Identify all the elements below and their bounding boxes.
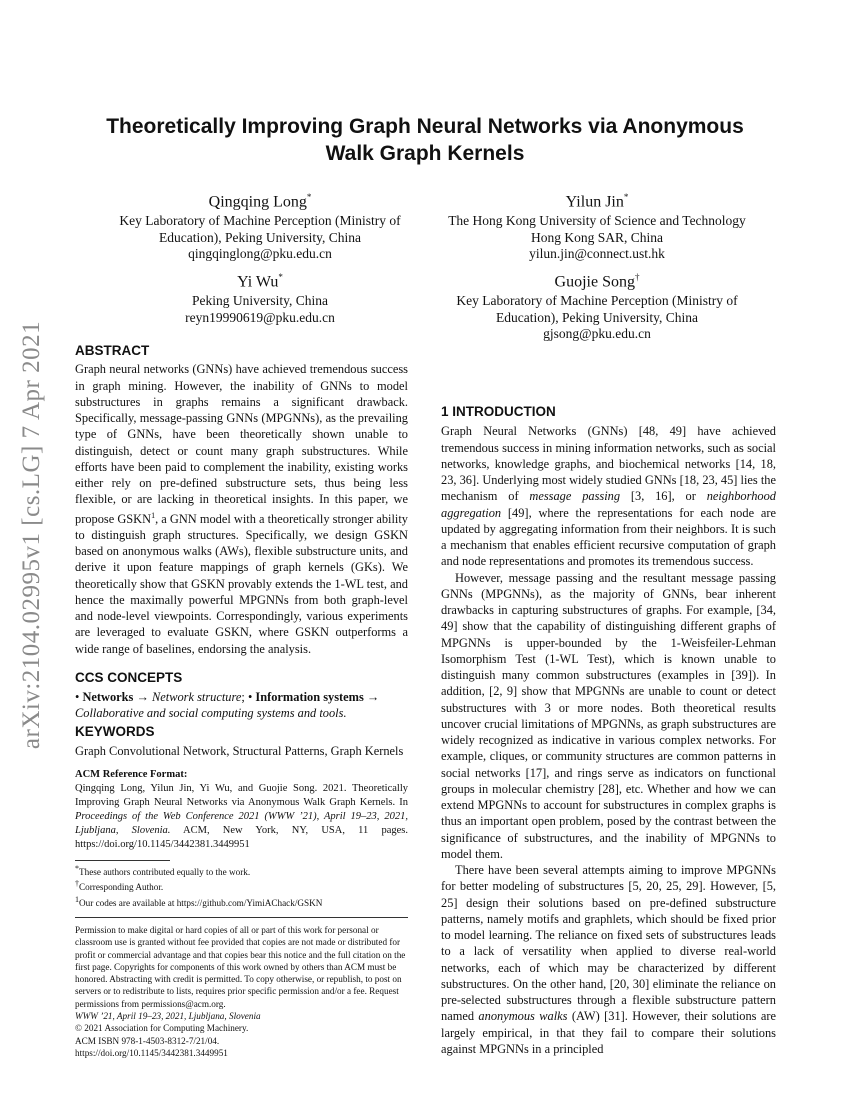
- permission-rule: [75, 917, 408, 918]
- author-block-4: [432, 266, 762, 343]
- author-email: gjsong@pku.edu.cn: [543, 326, 651, 342]
- permission-doi: https://doi.org/10.1145/3442381.3449951: [75, 1047, 228, 1058]
- author-name: Yi Wu*: [237, 272, 283, 291]
- keywords-heading: KEYWORDS: [75, 723, 155, 739]
- arxiv-identifier-text: arXiv:2104.02995v1 [cs.LG] 7 Apr 2021: [18, 320, 45, 750]
- author-email: reyn19990619@pku.edu.cn: [185, 309, 335, 325]
- acm-reference: ACM Reference Format: Qingqing Long, Yilun Jin, Yi Wu, and Guojie Song. 2021. Theoretically Improving Graph Neural Networks via Anonymous Walk Graph Kernels. In Proceedings of the Web Conference 2021 (WWW ’21), April 19–23, 2021, Ljubljana, Slovenia. ACM, New York, NY, USA, 11 pages. https://doi.org/10.1145/3442381.3449951: [75, 769, 408, 851]
- paper-title: Theoretically Improving Graph Neural Networks via Anonymous Walk Graph Kernels: [106, 115, 744, 165]
- acm-reference-continuation-space: [441, 348, 776, 404]
- author-affiliation: The Hong Kong University of Science and Technology: [448, 213, 746, 229]
- abstract-heading: ABSTRACT: [75, 343, 150, 358]
- permission-isbn: ACM ISBN 978-1-4503-8312-7/21/04.: [75, 1035, 220, 1046]
- footnotes: [75, 863, 408, 909]
- intro-paragraph-3: There have been several attempts aiming to improve MPGNNs for better modeling of substructures [5, 20, 25, 29]. However, [5, 25] design their solutions based on pre-defined substructure patterns, namely motifs and graphlets, which should be fixed prior to model learning. The reliance on fixed sets of substructures leads to a lack of versatility when applied to diverse real-world networks, each of which may be characterized by different substructures. On the other hand, [20, 30] eliminate the reliance on pre-selected substructures through a flexible substructure pattern named anonymous walks (AW) [31]. However, their solutions are largely empirical, in that they fail to compare their solutions against MPGNNs in a principled: [441, 863, 776, 1056]
- footnote: *These authors contributed equally to the work.: [75, 864, 251, 878]
- author-affiliation: Key Laboratory of Machine Perception (Ministry of: [119, 213, 401, 229]
- footnote: †Corresponding Author.: [75, 879, 164, 893]
- author-name: Qingqing Long*: [208, 192, 312, 211]
- ccs-heading: CCS CONCEPTS: [75, 669, 183, 685]
- right-column: [441, 348, 776, 1057]
- author-email: qingqinglong@pku.edu.cn: [188, 246, 332, 262]
- permission-text: Permission to make digital or hard copies of all or part of this work for personal or classroom use is granted without fee provided that copies are not made or distributed for profit or commercial advantage and that copies bear this notice and the full citation on the first page. Copyrights for components of this work owned by others than ACM must be honored. Abstracting with credit is permitted. To copy otherwise, or republish, to post on servers or to redistribute to lists, requires prior specific permission and/or a fee. Request permissions from permissions@acm.org.: [75, 924, 406, 1009]
- arxiv-identifier: [2, 305, 62, 765]
- author-affiliation: Education), Peking University, China: [496, 309, 698, 325]
- acm-reference-heading: ACM Reference Format:: [75, 769, 188, 781]
- author-affiliation: Education), Peking University, China: [159, 229, 361, 245]
- footnote: $^1$Our codes are available at https://github.com/YimiAChack/GSKN: [75, 894, 323, 908]
- author-block-2: [432, 186, 762, 263]
- left-column: [75, 343, 408, 1059]
- introduction-heading: 1 INTRODUCTION: [441, 404, 556, 419]
- keywords-text: Graph Convolutional Network, Structural Patterns, Graph Kernels: [75, 743, 404, 758]
- author-name: Yilun Jin*: [565, 192, 629, 211]
- author-affiliation: Hong Kong SAR, China: [530, 229, 663, 245]
- intro-paragraph-2: However, message passing and the resultant message passing GNNs (MPGNNs), as the majority of GNNs, bear inherent drawbacks in capturing substructures of graphs. For example, [34, 49] show that the capability of distinguishing different graphs of MPGNNs is upper-bounded by the 1-Weisfeiler-Lehman Isomorphism Test (1-WL Test), which is known unable to distinguish many common substructures (examples in [39]). In addition, [2, 9] show that MPGNNs are unable to count or detect substructures with 3 or more nodes. Both theoretical results uncover crucial limitations of MPGNNs, as graph substructures are widely recognized as indicative in various complex networks. For example, cliques, or community structures are common patterns in social networks [17], and rings serve as indicators on functional groups in molecular chemistry [28], etc. Whether and how we can extend MPGNNs to account for substructures in complex graphs is thus an important open problem, posed by the contrast between the significance of substructures, and the inability of MPGNNs to model them.: [441, 570, 776, 861]
- author-affiliation: Peking University, China: [192, 293, 328, 309]
- ccs-text: • Networks → Network structure; • Information systems → Collaborative and social computing systems and tools.: [75, 690, 380, 721]
- author-block-1: [95, 186, 425, 263]
- abstract-text: Graph neural networks (GNNs) have achieved tremendous success in graph mining. However, the inability of GNNs to model substructures in graphs remains a significant drawback. Specifically, message-passing GNNs (MPGNNs), as the prevailing type of GNNs, have been theoretically shown unable to distinguish, detect or count many graph substructures. While efforts have been paid to complement the inability, existing works either rely on pre-defined substructure sets, thus being less flexible, or are lacking in theoretical insights. In this paper, we propose GSKN$^1$, a GNN model with a theoretically stronger ability to distinguish graph structures. Specifically, we design GSKN based on anonymous walks (AWs), flexible substructure units, and derive it upon feature mappings of graph kernels (GKs). We theoretically show that GSKN provably extends the 1-WL test, and hence the maximally powerful MPGNNs from both graph-level and node-level viewpoints. Correspondingly, various experiments are leveraged to evaluate GSKN, where GSKN outperforms a wide range of baselines, endorsing the analysis.: [75, 362, 408, 656]
- permission-block: [75, 924, 408, 1059]
- intro-paragraph-1: Graph Neural Networks (GNNs) [48, 49] have achieved tremendous success in mining information networks, such as social networks, knowledge graphs, and biochemical networks [14, 18, 23, 36]. Underlying most widely studied GNNs [18, 23, 45] lies the mechanism of message passing [3, 16], or neighborhood aggregation [49], where the representations for each node are updated by aggregating information from their neighbors. It is such a mechanism that enables efficient recursive computation of graph and node representations and promotes its tremendous success.: [441, 424, 776, 569]
- author-name: Guojie Song†: [554, 272, 640, 291]
- permission-venue: WWW ’21, April 19–23, 2021, Ljubljana, Slovenia: [75, 1011, 261, 1021]
- author-email: yilun.jin@connect.ust.hk: [529, 246, 665, 262]
- permission-copyright: © 2021 Association for Computing Machinery.: [75, 1023, 249, 1034]
- footnote-separator: [75, 860, 170, 861]
- author-block-3: [95, 266, 425, 326]
- author-affiliation: Key Laboratory of Machine Perception (Ministry of: [456, 293, 738, 309]
